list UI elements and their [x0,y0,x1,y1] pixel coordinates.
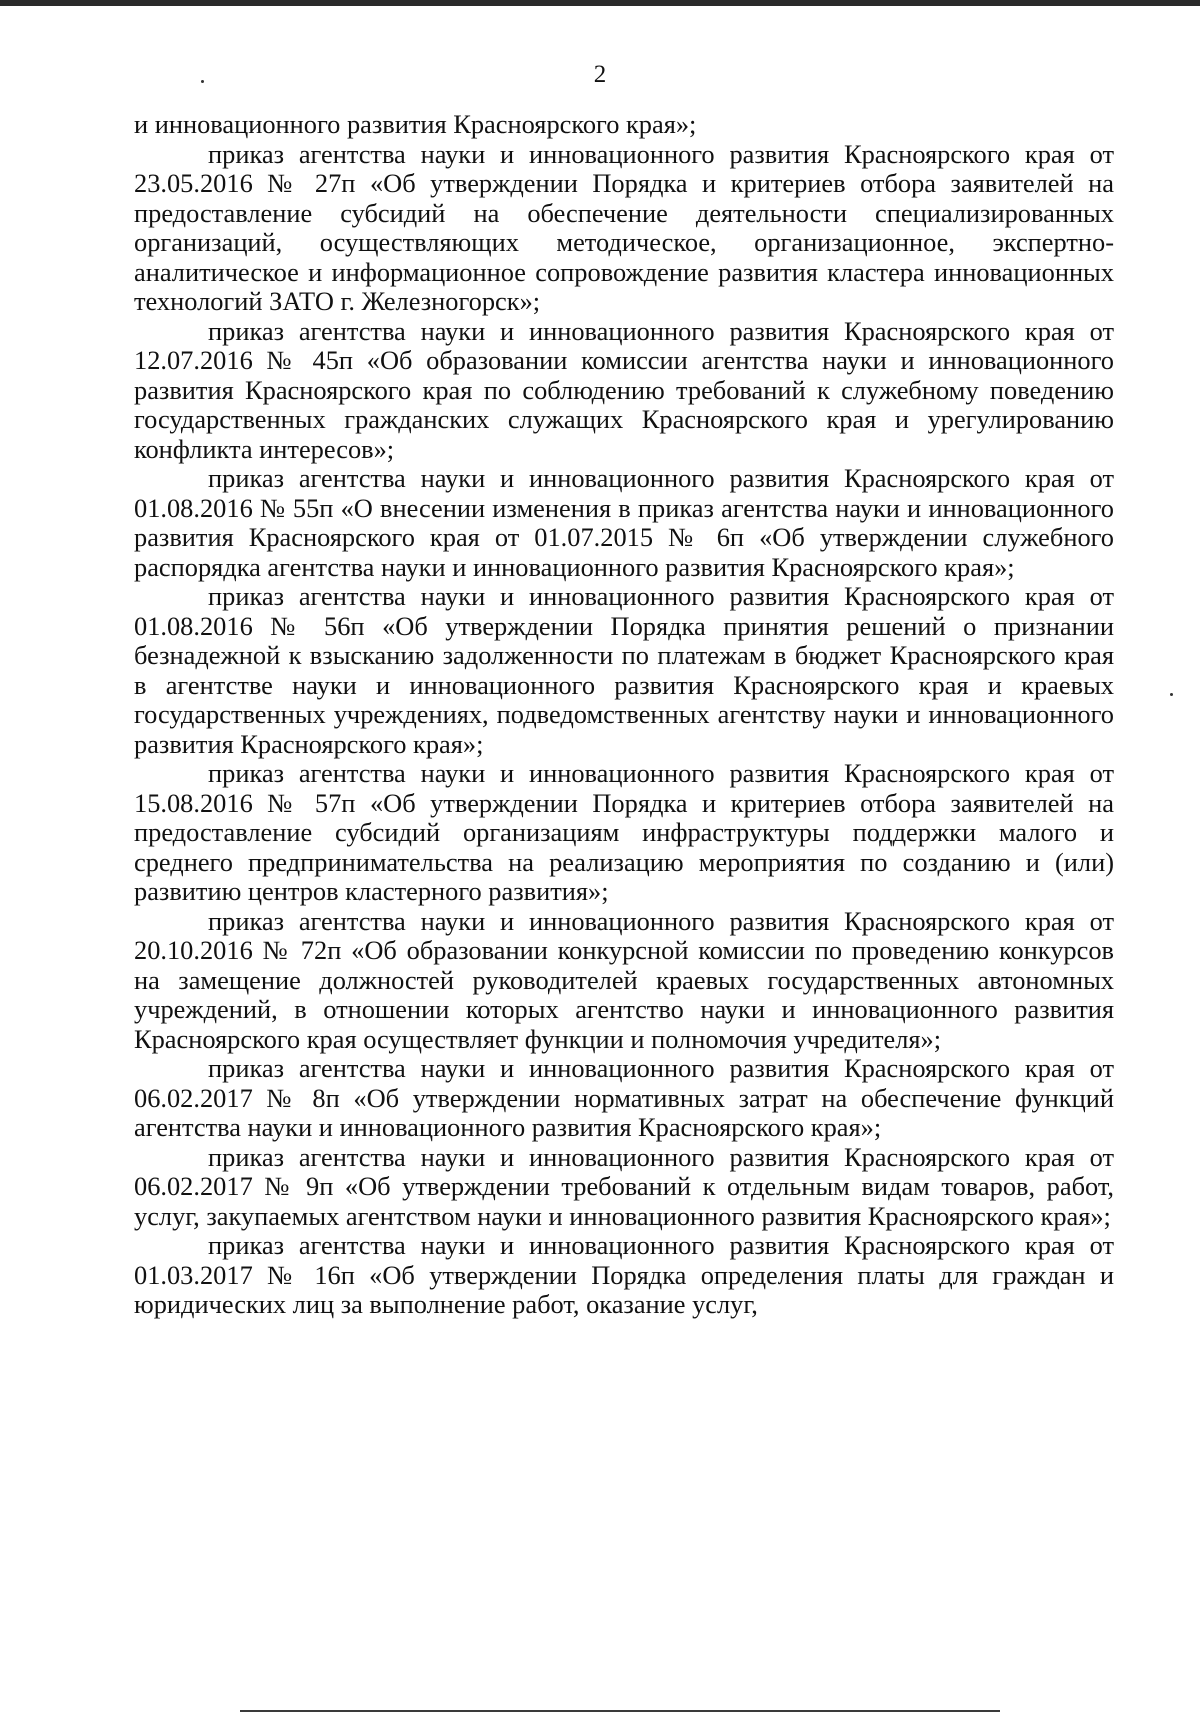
paragraph-continuation: и инновационного развития Красноярского края»; [134,109,697,139]
scan-speck [201,80,204,83]
paragraph-order-56p: приказ агентства науки и инновационного развития Красноярского края от 01.08.2016 № 56п «Об утверждении Порядка принятия решений о признании безнадежной к взысканию задолженности по платежам в бюджет Красноярского края в агентстве науки и инновационного развития Красноярского края и краевых государственных учреждениях, подведомственных агентству науки и инновационного развития Красноярского края»; [134,581,1114,759]
top-edge-line [0,0,1200,6]
document-body [134,110,1114,1320]
paragraph-order-72p: приказ агентства науки и инновационного развития Красноярского края от 20.10.2016 № 72п «Об образовании конкурсной комиссии по проведению конкурсов на замещение должностей руководителей краевых государственных автономных учреждений, в отношении которых агентство науки и инновационного развития Красноярского края осуществляет функции и полномочия учредителя»; [134,905,1114,1054]
paragraph-order-8p: приказ агентства науки и инновационного развития Красноярского края от 06.02.2017 № 8п «Об утверждении нормативных затрат на обеспечение функций агентства науки и инновационного развития Красноярского края»; [134,1053,1114,1142]
paragraph-order-45p: приказ агентства науки и инновационного развития Красноярского края от 12.07.2016 № 45п «Об образовании комиссии агентства науки и инновационного развития Красноярского края по соблюдению требований к служебному поведению государственных гражданских служащих Красноярского края и урегулированию конфликта интересов»; [134,315,1114,464]
paragraph-order-16p: приказ агентства науки и инновационного развития Красноярского края от 01.03.2017 № 16п «Об утверждении Порядка определения платы для граждан и юридических лиц за выполнение работ, оказание услуг, [134,1230,1114,1319]
paragraph-order-9p: приказ агентства науки и инновационного развития Красноярского края от 06.02.2017 № 9п «Об утверждении требований к отдельным видам товаров, работ, услуг, закупаемых агентством науки и инновационного развития Красноярского края»; [134,1141,1114,1231]
paragraph-order-27p: приказ агентства науки и инновационного развития Красноярского края от 23.05.2016 № 27п «Об утверждении Порядка и критериев отбора заявителей на предоставление субсидий на обеспечение деятельности специализированных организаций, осуществляющих методическое, организационное, экспертно-аналитическое и информационное сопровождение развития кластера инновационных технологий ЗАТО г. Железногорск»; [134,138,1114,316]
paragraph-order-55p: приказ агентства науки и инновационного развития Красноярского края от 01.08.2016 № 55п «О внесении изменения в приказ агентства науки и инновационного развития Красноярского края от 01.07.2015 № 6п «Об утверждении служебного распорядка агентства науки и инновационного развития Красноярского края»; [134,463,1114,582]
page-number: 2 [593,61,607,88]
paragraph-order-57p: приказ агентства науки и инновационного развития Красноярского края от 15.08.2016 № 57п «Об утверждении Порядка и критериев отбора заявителей на предоставление субсидий организациям инфраструктуры поддержки малого и среднего предпринимательства на реализацию мероприятия по созданию и (или) развитию центров кластерного развития»; [134,758,1114,906]
bottom-edge-line [240,1710,1000,1712]
scan-speck [1170,693,1173,696]
